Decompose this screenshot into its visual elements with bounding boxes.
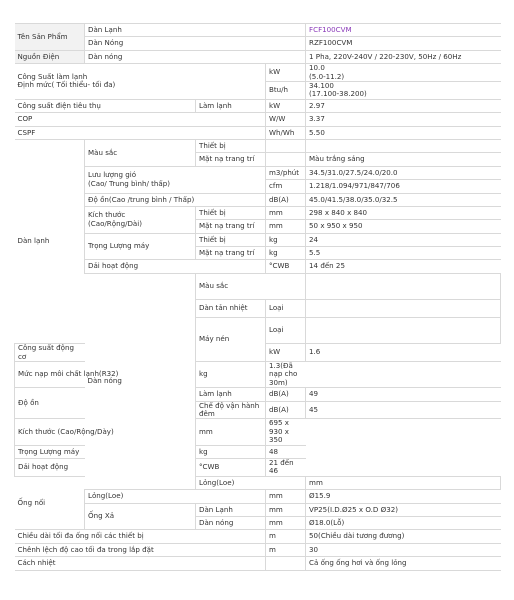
table-row [15, 233, 501, 246]
table-row [15, 503, 501, 516]
value-dimensions-device: 298 x 840 x 840 [306, 206, 501, 219]
value-capacity-kw [306, 64, 501, 82]
value-weight-panel: 5.5 [306, 247, 501, 260]
label-max-height-diff: Chênh lệch độ cao tối đa trong lắp đặt [15, 543, 266, 556]
label-dimensions [85, 206, 196, 233]
dimensions-label: Kích thước [88, 210, 126, 220]
label-drain-indoor: Dàn Lạnh [196, 503, 266, 516]
value-noise-indoor: 45.0/41.5/38.0/35.0/32.5 [306, 193, 501, 206]
label-color: Màu sắc [196, 273, 306, 299]
label-device: Thiết bị [196, 139, 266, 152]
label-refrigerant-charge: Mức nạp môi chất lạnh(R32) [15, 361, 196, 387]
label-color: Màu sắc [85, 139, 196, 166]
unit-kw: kW [266, 64, 306, 82]
table-row [15, 64, 501, 82]
label-operating-range-indoor: Dải hoạt động [85, 260, 266, 273]
label-dimensions-outdoor: Kích thước (Cao/Rộng/Dày) [15, 419, 196, 445]
value-capacity-btu-range: (17.100-38.200) [309, 89, 367, 99]
table-row [15, 557, 501, 570]
label-liquid-pipe-2: Lỏng(Loe) [85, 490, 266, 503]
unit-dba: dB(A) [266, 388, 306, 401]
table-row [15, 24, 501, 37]
group-label-outdoor: Dàn nóng [85, 273, 196, 489]
table-row [15, 530, 501, 543]
table-row [15, 166, 501, 179]
spec-table [14, 23, 501, 571]
label-heat-exchanger: Dàn tản nhiệt [196, 300, 266, 318]
value-motor-power: 1.6 [306, 344, 501, 362]
unit-mm: mm [306, 476, 501, 489]
label-weight-indoor: Trọng Lượng máy [85, 233, 196, 260]
table-row [15, 458, 501, 476]
table-row [15, 445, 501, 458]
label-power-outdoor: Dàn nóng [85, 50, 306, 63]
value-refrigerant-charge: 1.3(Đã nạp cho 30m) [266, 361, 306, 387]
label-insulation: Cách nhiệt [15, 557, 266, 570]
table-row [15, 99, 501, 112]
unit-kg: kg [266, 233, 306, 246]
label-motor-power: Công suất động cơ [15, 344, 85, 362]
cooling-capacity-sublabel: Định mức( Tối thiểu- tối đa) [17, 80, 116, 90]
label-drain-pipe: Ống Xả [85, 503, 196, 530]
unit-kw: kW [266, 99, 306, 112]
unit-kg: kg [196, 361, 266, 387]
row-label-cspf: CSPF [15, 126, 266, 139]
row-label-power-consumption: Công suất điện tiêu thụ [15, 99, 196, 112]
label-decor-panel: Mặt nạ trang trí [196, 153, 266, 166]
value-capacity-btu-main: 34.100 [309, 81, 334, 90]
table-row [15, 206, 501, 219]
label-decor-panel: Mặt nạ trang trí [196, 220, 266, 233]
label-noise-outdoor: Độ ồn [15, 388, 85, 419]
value-dimensions-outdoor: 695 x 930 x 350 [266, 419, 306, 445]
value-airflow-m3: 34.5/31.0/27.5/24.0/20.0 [306, 166, 501, 179]
unit-ww: W/W [266, 113, 306, 126]
row-label-cop: COP [15, 113, 266, 126]
value-weight-device: 24 [306, 233, 501, 246]
value-liquid-pipe-2: Ø15.9 [306, 490, 501, 503]
unit-m3min: m3/phút [266, 166, 306, 179]
value-operating-range-indoor: 14 đến 25 [306, 260, 501, 273]
row-label-power-supply: Nguồn Điện [15, 50, 85, 63]
value-weight-outdoor: 48 [266, 445, 306, 458]
value-max-height-diff: 30 [306, 543, 501, 556]
label-indoor-unit: Dàn Lạnh [85, 24, 306, 37]
value-capacity-kw-range: (5.0-11.2) [309, 71, 345, 81]
unit-cfm: cfm [266, 180, 306, 193]
unit-btuh: Btu/h [266, 81, 306, 99]
table-row [15, 260, 501, 273]
value-cop: 3.37 [306, 113, 501, 126]
label-outdoor-unit: Dàn Nóng [85, 37, 306, 50]
unit-mm: mm [266, 220, 306, 233]
row-label-product-name: Tên Sản Phẩm [15, 24, 85, 51]
label-device: Thiết bị [196, 233, 266, 246]
table-row [15, 193, 501, 206]
label-operating-range-outdoor: Dải hoạt động [15, 458, 196, 476]
label-weight-outdoor: Trọng Lượng máy [15, 445, 196, 458]
value-power-supply: 1 Pha, 220V-240V / 220-230V, 50Hz / 60Hz [306, 50, 501, 63]
value-noise-night: 45 [306, 401, 501, 419]
table-row [15, 37, 501, 50]
label-max-pipe-length: Chiều dài tối đa ống nối các thiết bị [15, 530, 266, 543]
value-capacity-btu [306, 81, 501, 99]
value-insulation: Cả ống ống hơi và ống lỏng [306, 557, 501, 570]
unit-dba: dB(A) [266, 401, 306, 419]
label-compressor: Máy nén [196, 317, 266, 361]
unit-kw: kW [266, 344, 306, 362]
value-drain-outdoor: Ø18.0(Lỗ) [306, 516, 501, 529]
table-row [15, 139, 501, 152]
label-type: Loại [266, 317, 306, 343]
unit-mm: mm [266, 490, 306, 503]
spec-table-wrapper [14, 23, 500, 571]
unit-dba: dB(A) [266, 193, 306, 206]
label-device: Thiết bị [196, 206, 266, 219]
value-power-consumption: 2.97 [306, 99, 501, 112]
label-noise-indoor: Độ ồn(Cao /trung bình / Thấp) [85, 193, 266, 206]
unit-mm: mm [196, 419, 266, 445]
unit-m: m [266, 543, 306, 556]
unit-cwb: °CWB [196, 458, 266, 476]
value-airflow-cfm: 1.218/1.094/971/847/706 [306, 180, 501, 193]
dimensions-sublabel: (Cao/Rộng/Dài) [88, 218, 143, 228]
unit-kg: kg [196, 445, 266, 458]
group-label-indoor: Dàn lạnh [15, 139, 85, 343]
unit-mm: mm [266, 516, 306, 529]
label-liquid-pipe-1: Lỏng(Loe) [196, 476, 306, 489]
unit-mm: mm [266, 206, 306, 219]
label-cooling-mode: Làm lạnh [196, 99, 266, 112]
airflow-label: Lưu lượng gió [88, 170, 137, 180]
value-capacity-kw-main: 10.0 [309, 63, 325, 73]
label-decor-panel: Mặt nạ trang trí [196, 247, 266, 260]
label-night-mode: Chế độ vận hành đêm [196, 401, 266, 419]
label-airflow [85, 166, 266, 193]
table-row [15, 273, 501, 299]
cooling-capacity-label: Công Suất làm lạnh [17, 72, 88, 82]
value-operating-range-outdoor: 21 đến 46 [266, 458, 306, 476]
label-cooling-mode: Làm lạnh [196, 388, 266, 401]
label-type: Loại [266, 300, 306, 318]
group-label-piping: Ống nối [15, 476, 85, 530]
value-dimensions-panel: 50 x 950 x 950 [306, 220, 501, 233]
value-color-indoor: Màu trắng sáng [306, 153, 501, 166]
unit-m: m [266, 530, 306, 543]
table-row [15, 113, 501, 126]
table-row [15, 419, 501, 445]
row-label-cooling-capacity [15, 64, 266, 100]
label-drain-outdoor: Dàn nóng [196, 516, 266, 529]
table-row [15, 543, 501, 556]
value-outdoor-model: RZF100CVM [306, 37, 501, 50]
table-row [15, 126, 501, 139]
value-cspf: 5.50 [306, 126, 501, 139]
table-row [15, 490, 501, 503]
value-max-pipe-length: 50(Chiều dài tương đương) [306, 530, 501, 543]
unit-cwb: °CWB [266, 260, 306, 273]
table-row [15, 50, 501, 63]
unit-kg: kg [266, 247, 306, 260]
unit-whwh: Wh/Wh [266, 126, 306, 139]
airflow-sublabel: (Cao/ Trung bình/ thấp) [88, 178, 171, 188]
value-drain-indoor: VP25(I.D.Ø25 x O.D Ø32) [306, 503, 501, 516]
value-noise-cooling: 49 [306, 388, 501, 401]
value-indoor-model: FCF100CVM [306, 24, 501, 37]
unit-mm: mm [266, 503, 306, 516]
